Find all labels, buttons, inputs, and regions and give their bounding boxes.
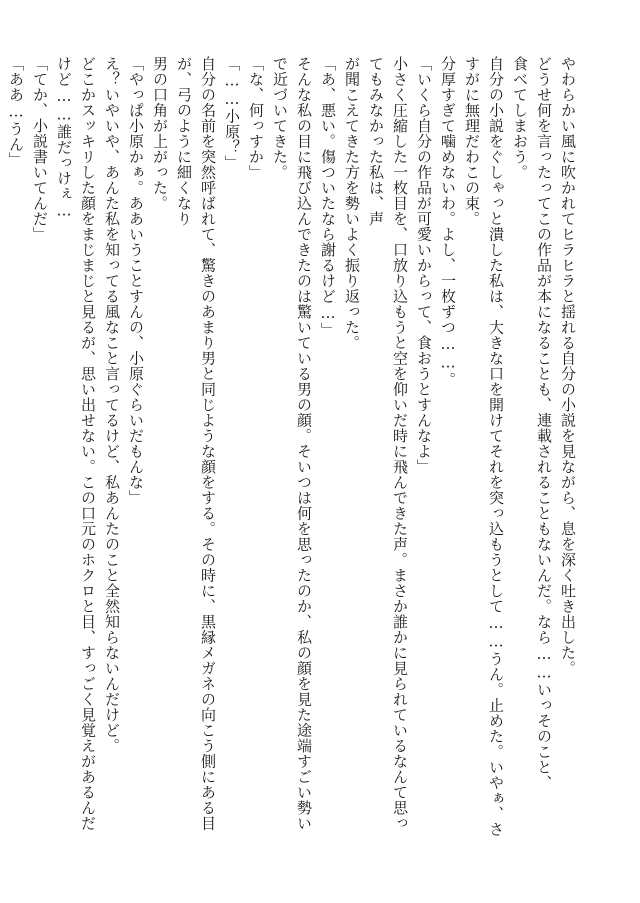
text-line: 自分の名前を突然呼ばれて、驚きのあまり男と同じような顔をする。その時に、黒縁メガネの向こう側にある目が、弓のように細くなり [175, 56, 217, 831]
text-line: 自分の小説をぐしゃっと潰した私は、大きな口を開けてそれを突っ込もうとして……うん。止めた。いやぁ、さすがに無理だわこの束。 [463, 56, 505, 837]
text-line: 「てか、小説書いてんだ」 [31, 56, 49, 242]
text-line: 「いくら自分の作品が可愛いからって、食おうとすんなよ」 [415, 56, 433, 475]
text-line: そんな私の目に飛び込んできたのは驚いている男の顔。そいつは何を思ったのか、私の顔を見た途端すごい勢いで近づいてきた。 [271, 56, 313, 831]
text-line: どこかスッキリした顔をまじまじと見るが、思い出せない。この口元のホクロと目、すっごく見覚えがあるんだけど……誰だっけぇ… [55, 56, 97, 831]
text-line: 小さく圧縮した一枚目を、口放り込もうと空を仰いだ時に飛んできた声。まさか誰かに見られているなんて思ってもみなかった私は、声 [367, 56, 409, 831]
text-line: が聞こえてきた方を勢いよく振り返った。 [343, 56, 361, 351]
text-line: 分厚すぎて噛めないわ。よし、一枚ずつ……。 [439, 56, 457, 388]
text-line: どうせ何を言ったってこの作品が本になることも、連載されることもないんだ。なら……いっそのこと、 [535, 56, 553, 791]
text-line: 男の口角が上がった。 [151, 56, 169, 211]
text-line: 「あ、悪い。傷ついたなら謝るけど…」 [319, 56, 337, 338]
vertical-text-block [7, 56, 580, 846]
text-line [0, 56, 4, 846]
text-line: やわらかい風に吹かれてヒラヒラと揺れる自分の小説を見ながら、息を深く吐き出した。 [559, 56, 577, 676]
text-line: 「ああ…うん」 [7, 56, 25, 168]
text-line: 「な、何っすか」 [247, 56, 265, 180]
text-line: 食べてしまおう。 [511, 56, 529, 180]
text-line: 「やっぱ小原かぁ。ああいうことすんの、小原ぐらいだもんな」 [127, 56, 145, 506]
text-line: え？いやいや、あんた私を知ってる風なこと言ってるけど、私あんたのこと全然知らないんだけど。 [103, 56, 121, 754]
text-line: 「……小原？」 [223, 56, 241, 171]
